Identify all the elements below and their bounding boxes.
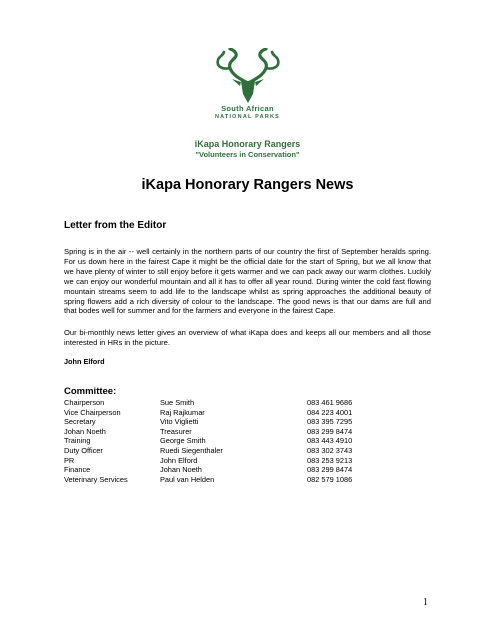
committee-member: George Smith <box>160 436 206 446</box>
committee-role: Duty Officer <box>64 445 103 455</box>
committee-role: Chairperson <box>64 398 105 407</box>
committee-role: Secretary <box>64 417 96 427</box>
logo-line-2: NATIONAL PARKS <box>214 114 281 120</box>
editor-letter-heading: Letter from the Editor <box>64 220 167 231</box>
committee-role: PR <box>64 455 75 465</box>
editor-letter-paragraph-2: Our bi-monthly news letter gives an overview of what iKapa does and keeps all our members and all those interested in HRs in the picture. <box>64 328 431 347</box>
table-row <box>64 436 444 446</box>
committee-phone: 083 253 9213 <box>307 455 353 465</box>
committee-member: Paul van Helden <box>160 474 215 484</box>
committee-phone: 083 299 8474 <box>307 465 353 475</box>
kudu-head-icon <box>208 48 288 104</box>
organization-name: iKapa Honorary Rangers <box>194 139 301 149</box>
committee-member: Raj Rajkumar <box>160 407 205 417</box>
table-row <box>64 417 444 427</box>
committee-heading: Committee: <box>64 386 117 397</box>
sanparks-logo <box>0 48 495 122</box>
committee-member: Vito Viglietti <box>160 417 199 427</box>
table-row <box>64 446 444 456</box>
committee-phone: 083 302 3743 <box>307 445 353 455</box>
committee-member: Treasurer <box>160 426 192 436</box>
committee-member: Johan Noeth <box>160 465 202 475</box>
editor-signature: John Elford <box>64 357 105 366</box>
committee-member: Sue Smith <box>160 398 195 407</box>
committee-role: Vice Chairperson <box>64 407 121 417</box>
table-row <box>64 456 444 466</box>
table-row <box>64 398 444 408</box>
logo-line-1: South African <box>221 104 274 113</box>
organization-tagline: "Volunteers in Conservation" <box>195 150 300 159</box>
committee-role: Veterinary Services <box>64 474 128 484</box>
committee-member: John Elford <box>160 455 198 465</box>
committee-phone: 083 461 9686 <box>307 398 353 407</box>
table-row <box>64 475 444 485</box>
committee-phone: 083 299 8474 <box>307 426 353 436</box>
committee-member: Ruedi Siegenthaler <box>160 445 223 455</box>
editor-letter-paragraph-1: Spring is in the air -- well certainly in the northern parts of our country the first of September heralds spring. For us down here in the fairest Cape it might be the official date for the start of Spring, but we all know that we have plenty of winter to still enjoy before it gets warmer and we can pack away our warm clothes. Luckily we can enjoy our wonderful mountain and all it has to offer all year round. During winter the cold fast flowing mountain streams seem to add life to the landscape whilst as spring approaches the additional beauty of spring flowers add a rich diversity of colour to the landscape. The good news is that our dams are full and that bodes well for summer and for the farmers and everyone in the fairest Cape. <box>64 247 431 316</box>
newsletter-title: iKapa Honorary Rangers News <box>141 177 354 193</box>
committee-role: Training <box>64 436 91 446</box>
committee-phone: 083 395 7295 <box>307 417 353 427</box>
committee-table <box>64 398 444 484</box>
committee-role: Finance <box>64 465 91 475</box>
committee-role: Johan Noeth <box>64 426 106 436</box>
committee-phone: 083 443 4910 <box>307 436 353 446</box>
committee-phone: 082 579 1086 <box>307 474 353 484</box>
table-row <box>64 427 444 437</box>
table-row <box>64 465 444 475</box>
committee-phone: 084 223 4001 <box>307 407 353 417</box>
page-number: 1 <box>423 597 428 608</box>
table-row <box>64 408 444 418</box>
